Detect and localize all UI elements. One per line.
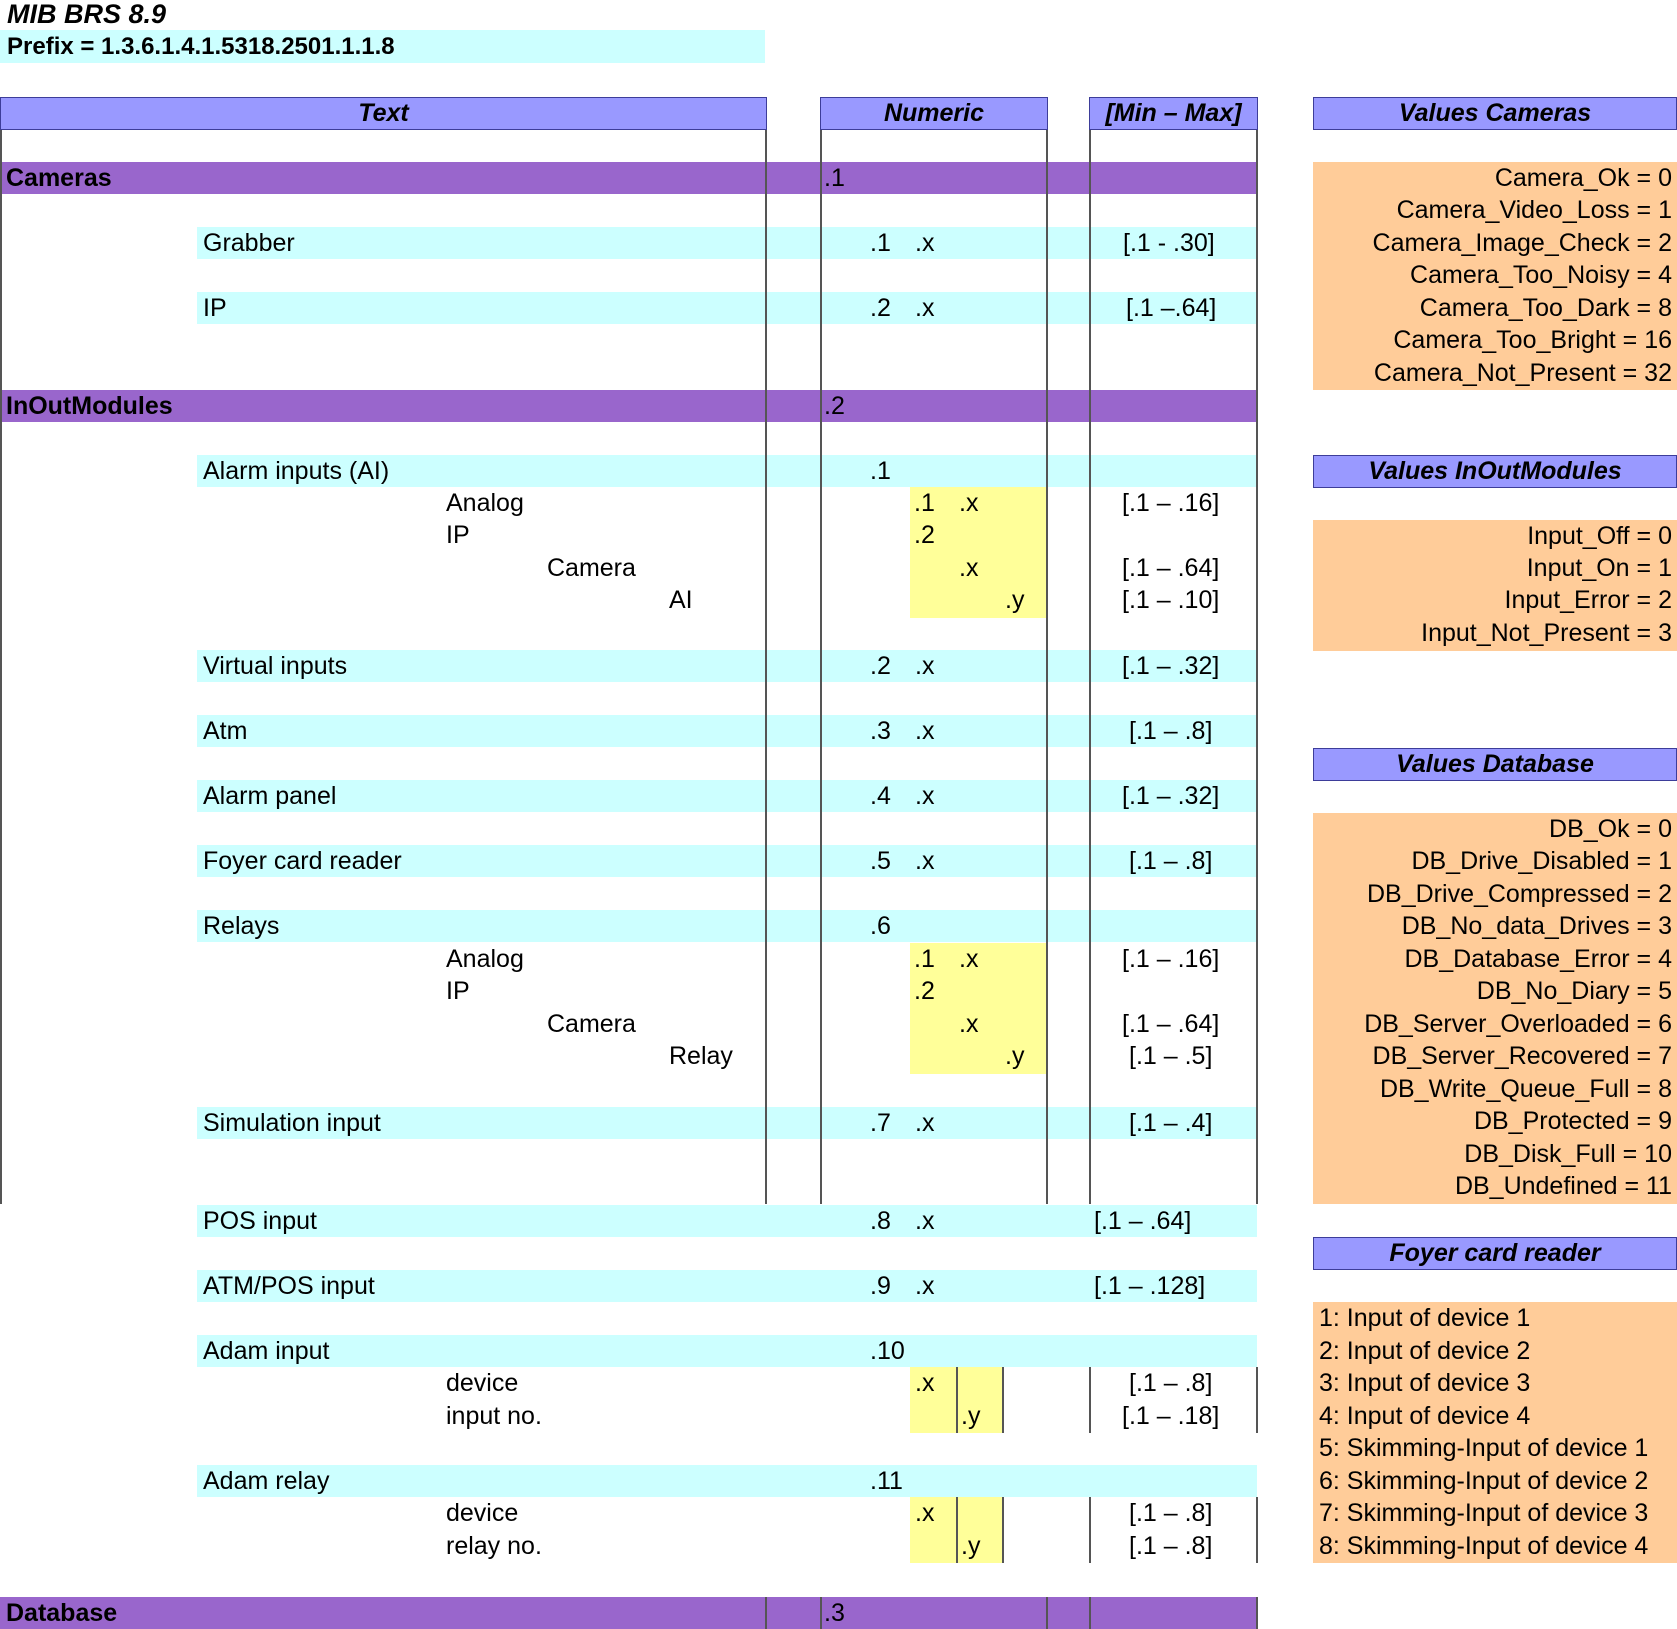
row-foyer-idx: .x [915, 847, 935, 875]
row-r-analog-range: [.1 – .16] [1122, 945, 1220, 973]
row-simulation-range: [.1 – .4] [1129, 1109, 1213, 1137]
value-foyer-0: 1: Input of device 1 [1319, 1304, 1531, 1332]
col-line-adam-input-y-right [1002, 1367, 1004, 1433]
value-foyer-5: 6: Skimming-Input of device 2 [1319, 1467, 1649, 1495]
row-ip-label: IP [203, 294, 227, 322]
row-ai-analog-idx: .x [959, 489, 979, 517]
section-bar-cameras [0, 162, 1257, 194]
row-r-camera-label: Camera [547, 1010, 636, 1038]
value-db-0: DB_Ok = 0 [1549, 815, 1672, 843]
row-adam-input-label: Adam input [203, 1337, 330, 1365]
row-pos-range: [.1 – .64] [1094, 1207, 1192, 1235]
header-values-cameras: Values Cameras [1313, 97, 1677, 130]
header-text: Text [0, 97, 767, 130]
value-camera-6: Camera_Not_Present = 32 [1373, 359, 1672, 387]
col-line-text-right [765, 97, 767, 1204]
section-inout-num: .2 [824, 392, 845, 420]
row-band-alarm-panel [197, 780, 1257, 812]
value-foyer-1: 2: Input of device 2 [1319, 1337, 1531, 1365]
row-ai-ip-label: IP [446, 521, 470, 549]
prefix-text: Prefix = 1.3.6.1.4.1.5318.2501.1.1.8 [7, 33, 395, 60]
row-ai-analog-range: [.1 – .16] [1122, 489, 1220, 517]
row-atmpos-range: [.1 – .128] [1094, 1272, 1206, 1300]
row-r-ip-label: IP [446, 977, 470, 1005]
row-alarm-inputs-label: Alarm inputs (AI) [203, 457, 390, 485]
row-atm-label: Atm [203, 717, 248, 745]
value-db-6: DB_Server_Overloaded = 6 [1364, 1010, 1672, 1038]
value-db-9: DB_Protected = 9 [1473, 1107, 1672, 1135]
value-db-2: DB_Drive_Compressed = 2 [1367, 880, 1672, 908]
row-ai-ip-num: .2 [914, 521, 935, 549]
row-r-camera-idx: .x [959, 1010, 979, 1038]
value-camera-2: Camera_Image_Check = 2 [1372, 229, 1672, 257]
row-ai-ai-idx: .y [1005, 586, 1025, 614]
col-line-text-right-db [765, 1597, 767, 1629]
row-relays-num: .6 [870, 912, 891, 940]
row-ai-analog-num: .1 [914, 489, 935, 517]
row-r-relay-label: Relay [669, 1042, 733, 1070]
section-inout-label: InOutModules [6, 392, 173, 420]
row-band-atm [197, 715, 1257, 747]
row-pos-idx: .x [915, 1207, 935, 1235]
section-bar-database [0, 1597, 1257, 1629]
col-line-range-left-b [1089, 1367, 1091, 1433]
section-cameras-label: Cameras [6, 164, 112, 192]
row-virtual-idx: .x [915, 652, 935, 680]
row-adamr-relayno-label: relay no. [446, 1532, 542, 1560]
row-foyer-num: .5 [870, 847, 891, 875]
row-grabber-label: Grabber [203, 229, 295, 257]
row-adam-inputno-label: input no. [446, 1402, 542, 1430]
row-virtual-label: Virtual inputs [203, 652, 348, 680]
value-foyer-3: 4: Input of device 4 [1319, 1402, 1531, 1430]
row-alarm-panel-label: Alarm panel [203, 782, 337, 810]
col-line-range-left-c [1089, 1497, 1091, 1563]
row-band-adam-relay [197, 1465, 1257, 1497]
row-adamr-relayno-range: [.1 – .8] [1129, 1532, 1213, 1560]
row-simulation-label: Simulation input [203, 1109, 381, 1137]
value-foyer-2: 3: Input of device 3 [1319, 1369, 1531, 1397]
value-inout-0: Input_Off = 0 [1527, 522, 1672, 550]
row-adam-inputno-range: [.1 – .18] [1122, 1402, 1220, 1430]
value-foyer-4: 5: Skimming-Input of device 1 [1319, 1434, 1649, 1462]
header-values-inout: Values InOutModules [1313, 455, 1677, 488]
row-atmpos-label: ATM/POS input [203, 1272, 375, 1300]
row-atm-range: [.1 – .8] [1129, 717, 1213, 745]
value-db-4: DB_Database_Error = 4 [1404, 945, 1672, 973]
row-ai-ai-range: [.1 – .10] [1122, 586, 1220, 614]
value-db-8: DB_Write_Queue_Full = 8 [1379, 1075, 1672, 1103]
row-adam-input-num: .10 [870, 1337, 905, 1365]
row-virtual-num: .2 [870, 652, 891, 680]
row-r-relay-idx: .y [1005, 1042, 1025, 1070]
col-line-num-right [1046, 97, 1048, 1204]
row-pos-num: .8 [870, 1207, 891, 1235]
value-db-7: DB_Server_Recovered = 7 [1372, 1042, 1672, 1070]
row-r-ip-num: .2 [914, 977, 935, 1005]
value-inout-1: Input_On = 1 [1526, 554, 1672, 582]
col-line-text-left [0, 97, 2, 1204]
row-ip-range: [.1 –.64] [1126, 294, 1217, 322]
col-line-num-right-db [1046, 1597, 1048, 1629]
value-db-11: DB_Undefined = 11 [1454, 1172, 1672, 1200]
value-foyer-7: 8: Skimming-Input of device 4 [1319, 1532, 1649, 1560]
row-ai-camera-idx: .x [959, 554, 979, 582]
row-r-analog-num: .1 [914, 945, 935, 973]
col-line-range-right-c [1256, 1497, 1258, 1563]
page-title: MIB BRS 8.9 [7, 0, 167, 29]
col-line-adam-relay-y-left [956, 1497, 958, 1563]
row-alarm-panel-idx: .x [915, 782, 935, 810]
col-line-range-right [1256, 97, 1258, 1204]
row-adamr-device-label: device [446, 1499, 519, 1527]
row-alarm-panel-range: [.1 – .32] [1122, 782, 1220, 810]
header-foyer: Foyer card reader [1313, 1237, 1677, 1270]
header-values-database: Values Database [1313, 748, 1677, 781]
row-atmpos-num: .9 [870, 1272, 891, 1300]
row-r-analog-label: Analog [446, 945, 524, 973]
row-r-camera-range: [.1 – .64] [1122, 1010, 1220, 1038]
value-camera-3: Camera_Too_Noisy = 4 [1410, 261, 1672, 289]
row-atm-idx: .x [915, 717, 935, 745]
value-foyer-6: 7: Skimming-Input of device 3 [1319, 1499, 1649, 1527]
value-camera-1: Camera_Video_Loss = 1 [1396, 196, 1672, 224]
row-adam-device-idx: .x [915, 1369, 935, 1397]
row-grabber-range: [.1 - .30] [1123, 229, 1215, 257]
row-relays-label: Relays [203, 912, 280, 940]
row-ai-camera-range: [.1 – .64] [1122, 554, 1220, 582]
row-virtual-range: [.1 – .32] [1122, 652, 1220, 680]
row-adam-device-label: device [446, 1369, 519, 1397]
value-camera-5: Camera_Too_Bright = 16 [1393, 326, 1672, 354]
row-band-grabber [197, 227, 1257, 259]
row-band-adam-input [197, 1335, 1257, 1367]
row-foyer-range: [.1 – .8] [1129, 847, 1213, 875]
row-grabber-num: .1 [870, 229, 891, 257]
value-db-10: DB_Disk_Full = 10 [1464, 1140, 1672, 1168]
col-line-range-right-db [1256, 1597, 1258, 1629]
value-inout-3: Input_Not_Present = 3 [1421, 619, 1672, 647]
col-line-num-left-db [820, 1597, 822, 1629]
row-ai-analog-label: Analog [446, 489, 524, 517]
col-line-adam-input-y-left [956, 1367, 958, 1433]
col-line-range-right-b [1256, 1367, 1258, 1433]
row-ai-ai-label: AI [669, 586, 693, 614]
row-simulation-num: .7 [870, 1109, 891, 1137]
row-band-relays [197, 910, 1257, 942]
row-alarm-inputs-num: .1 [870, 457, 891, 485]
row-adam-device-range: [.1 – .8] [1129, 1369, 1213, 1397]
row-alarm-panel-num: .4 [870, 782, 891, 810]
row-r-relay-range: [.1 – .5] [1129, 1042, 1213, 1070]
row-adam-relay-num: .11 [870, 1467, 903, 1495]
col-line-num-left [820, 97, 822, 1204]
value-db-1: DB_Drive_Disabled = 1 [1411, 847, 1672, 875]
row-band-virtual [197, 650, 1257, 682]
value-inout-2: Input_Error = 2 [1504, 586, 1672, 614]
row-ip-idx: .x [915, 294, 935, 322]
value-camera-4: Camera_Too_Dark = 8 [1419, 294, 1672, 322]
value-db-3: DB_No_data_Drives = 3 [1401, 912, 1672, 940]
row-adamr-device-idx: .x [915, 1499, 935, 1527]
row-grabber-idx: .x [915, 229, 935, 257]
row-atmpos-idx: .x [915, 1272, 935, 1300]
row-simulation-idx: .x [915, 1109, 935, 1137]
col-line-range-left [1089, 97, 1091, 1204]
value-db-5: DB_No_Diary = 5 [1476, 977, 1672, 1005]
row-ai-camera-label: Camera [547, 554, 636, 582]
row-adamr-device-range: [.1 – .8] [1129, 1499, 1213, 1527]
row-adam-relay-label: Adam relay [203, 1467, 330, 1495]
row-adamr-relayno-idx: .y [961, 1532, 981, 1560]
row-pos-label: POS input [203, 1207, 317, 1235]
col-line-adam-relay-y-right [1002, 1497, 1004, 1563]
row-r-analog-idx: .x [959, 945, 979, 973]
section-bar-inout [0, 390, 1257, 422]
row-ip-num: .2 [870, 294, 891, 322]
col-line-range-left-db [1089, 1597, 1091, 1629]
header-minmax: [Min – Max] [1089, 97, 1258, 130]
row-adam-inputno-idx: .y [961, 1402, 981, 1430]
section-database-num: .3 [824, 1599, 845, 1627]
section-cameras-num: .1 [824, 164, 845, 192]
section-database-label: Database [6, 1599, 118, 1627]
value-camera-0: Camera_Ok = 0 [1494, 164, 1672, 192]
row-band-ip [197, 292, 1257, 324]
header-numeric: Numeric [820, 97, 1048, 130]
row-foyer-label: Foyer card reader [203, 847, 402, 875]
row-atm-num: .3 [870, 717, 891, 745]
